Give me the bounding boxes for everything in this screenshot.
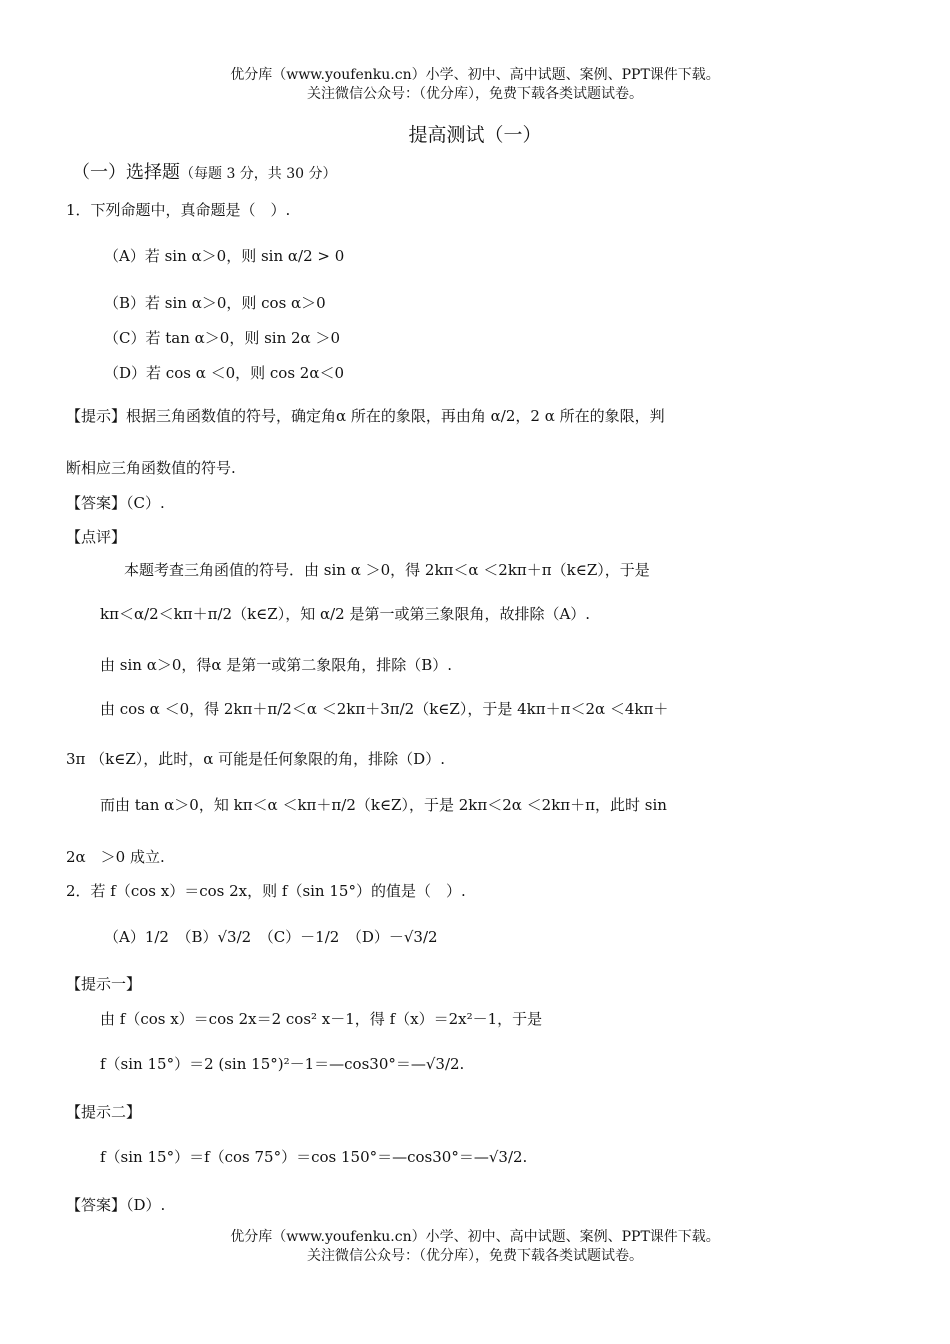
q1-comment-line-7: 2α ＞0 成立. [66, 848, 165, 866]
q1-stem: 1．下列命题中，真命题是（ ）. [66, 201, 291, 219]
q2-hint2-label: 【提示二】 [66, 1103, 142, 1121]
q1-comment-line-4: 由 cos α ＜0，得 2kπ＋π/2＜α ＜2kπ＋3π/2（k∈Z），于是 4kπ＋π＜2α ＜4kπ＋ [100, 700, 669, 718]
section-label: （一）选择题 [72, 162, 180, 183]
q1-comment-label: 【点评】 [66, 528, 127, 546]
q1-comment-line-2: kπ＜α/2＜kπ＋π/2（k∈Z），知 α/2 是第一或第三象限角，故排除（A）. [100, 605, 591, 623]
footer-line-2: 关注微信公众号：（优分库），免费下载各类试题试卷。 [307, 1248, 643, 1264]
q1-comment-line-1: 本题考查三角函值的符号．由 sin α ＞0，得 2kπ＜α ＜2kπ＋π（k∈Z），于是 [124, 561, 650, 579]
q2-options: （A）1/2 （B）√3/2 （C）－1/2 （D）－√3/2 [104, 928, 438, 946]
q1-comment-line-3: 由 sin α＞0，得α 是第一或第二象限角，排除（B）. [100, 656, 453, 674]
page-title: 提高测试（一） [408, 124, 542, 146]
q2-hint1-line-2: f（sin 15°）＝2 (sin 15°)²－1＝—cos30°＝—√3/2. [100, 1055, 465, 1073]
header-line-2: 关注微信公众号：（优分库），免费下载各类试题试卷。 [307, 86, 643, 102]
q1-answer: 【答案】（C）. [66, 494, 165, 512]
q2-stem: 2．若 f（cos x）＝cos 2x，则 f（sin 15°）的值是（ ）. [66, 882, 466, 900]
q1-option-d: （D）若 cos α ＜0，则 cos 2α＜0 [104, 364, 345, 382]
section-note: （每题 3 分，共 30 分） [180, 166, 337, 182]
q2-hint1-line-1: 由 f（cos x）＝cos 2x＝2 cos² x－1，得 f（x）＝2x²－1，于是 [100, 1010, 543, 1028]
q2-hint1-label: 【提示一】 [66, 975, 142, 993]
q2-hint2-line: f（sin 15°）＝f（cos 75°）＝cos 150°＝—cos30°＝—√3/2. [100, 1148, 528, 1166]
section-heading [72, 162, 337, 184]
header-line-1: 优分库（www.youfenku.cn）小学、初中、高中试题、案例、PPT课件下载。 [230, 67, 720, 83]
footer-line-1: 优分库（www.youfenku.cn）小学、初中、高中试题、案例、PPT课件下载。 [230, 1229, 720, 1245]
q1-option-c: （C）若 tan α＞0，则 sin 2α ＞0 [104, 329, 340, 347]
q1-option-b: （B）若 sin α＞0，则 cos α＞0 [104, 294, 326, 312]
q1-hint-line-2: 断相应三角函数值的符号. [66, 459, 236, 477]
q1-comment-line-5: 3π （k∈Z），此时，α 可能是任何象限的角，排除（D）. [66, 750, 445, 768]
q1-hint-line-1: 【提示】根据三角函数值的符号，确定角α 所在的象限，再由角 α/2，2 α 所在的象限，判 [66, 407, 665, 425]
q2-answer: 【答案】（D）. [66, 1196, 166, 1214]
q1-option-a: （A）若 sin α＞0，则 sin α/2 > 0 [104, 247, 345, 265]
q1-comment-line-6: 而由 tan α＞0，知 kπ＜α ＜kπ＋π/2（k∈Z），于是 2kπ＜2α ＜2kπ＋π，此时 sin [100, 796, 667, 814]
